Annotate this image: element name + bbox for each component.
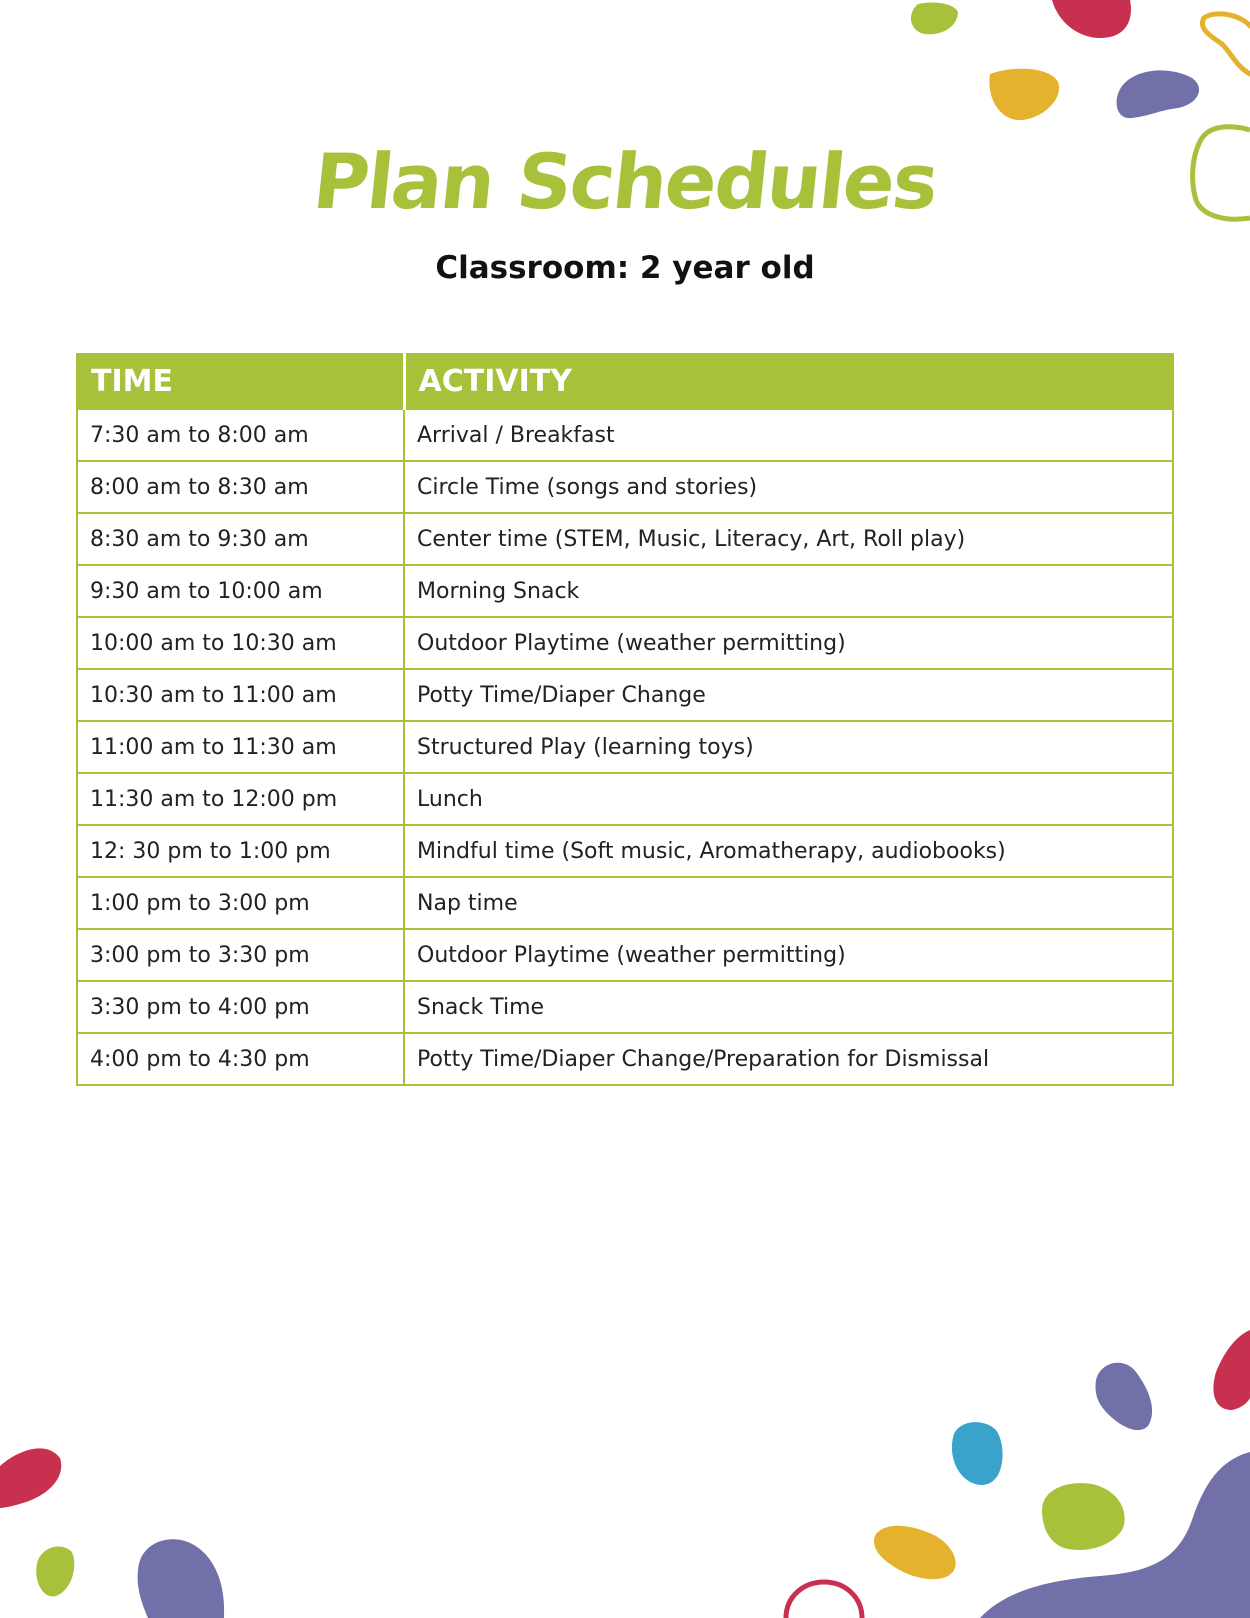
table-row [77, 773, 1173, 825]
mustard-blob [989, 69, 1059, 120]
time-cell: 8:00 am to 8:30 am [77, 461, 404, 513]
activity-cell: Morning Snack [404, 565, 1173, 617]
time-cell: 3:30 pm to 4:00 pm [77, 981, 404, 1033]
table-row [77, 825, 1173, 877]
table-header-row [77, 354, 1173, 409]
crimson-blob [0, 1448, 61, 1508]
mustard-outline-shape [1202, 14, 1250, 74]
activity-cell: Nap time [404, 877, 1173, 929]
purple-blob [138, 1539, 225, 1618]
mustard-blob [874, 1526, 956, 1579]
time-cell: 4:00 pm to 4:30 pm [77, 1033, 404, 1085]
time-cell: 10:30 am to 11:00 am [77, 669, 404, 721]
table-row [77, 877, 1173, 929]
column-header-time: TIME [77, 354, 404, 409]
table-row [77, 721, 1173, 773]
table-row [77, 409, 1173, 461]
table-row [77, 461, 1173, 513]
activity-cell: Outdoor Playtime (weather permitting) [404, 617, 1173, 669]
green-blob [36, 1546, 74, 1596]
time-cell: 11:00 am to 11:30 am [77, 721, 404, 773]
activity-cell: Snack Time [404, 981, 1173, 1033]
crimson-blob [1213, 1330, 1250, 1410]
sky-blue-blob [952, 1422, 1003, 1485]
crimson-blob [1052, 0, 1131, 38]
activity-cell: Outdoor Playtime (weather permitting) [404, 929, 1173, 981]
table-row [77, 669, 1173, 721]
activity-cell: Potty Time/Diaper Change [404, 669, 1173, 721]
purple-blob [1117, 70, 1199, 118]
time-cell: 8:30 am to 9:30 am [77, 513, 404, 565]
activity-cell: Structured Play (learning toys) [404, 721, 1173, 773]
time-cell: 7:30 am to 8:00 am [77, 409, 404, 461]
time-cell: 11:30 am to 12:00 pm [77, 773, 404, 825]
time-cell: 10:00 am to 10:30 am [77, 617, 404, 669]
time-cell: 9:30 am to 10:00 am [77, 565, 404, 617]
activity-cell: Potty Time/Diaper Change/Preparation for Dismissal [404, 1033, 1173, 1085]
column-header-activity: ACTIVITY [404, 354, 1173, 409]
green-blob [1042, 1483, 1125, 1550]
table-row [77, 929, 1173, 981]
activity-cell: Lunch [404, 773, 1173, 825]
page-subtitle: Classroom: 2 year old [435, 250, 815, 286]
table-row [77, 981, 1173, 1033]
schedule-table [76, 353, 1174, 1086]
time-cell: 12: 30 pm to 1:00 pm [77, 825, 404, 877]
time-cell: 3:00 pm to 3:30 pm [77, 929, 404, 981]
crimson-ring [786, 1582, 862, 1618]
table-row [77, 617, 1173, 669]
table-row [77, 513, 1173, 565]
purple-blob [1096, 1363, 1153, 1430]
time-cell: 1:00 pm to 3:00 pm [77, 877, 404, 929]
table-row [77, 1033, 1173, 1085]
green-blob [911, 2, 958, 34]
activity-cell: Arrival / Breakfast [404, 409, 1173, 461]
page-title: Plan Schedules [309, 137, 941, 226]
table-row [77, 565, 1173, 617]
activity-cell: Circle Time (songs and stories) [404, 461, 1173, 513]
activity-cell: Center time (STEM, Music, Literacy, Art, Roll play) [404, 513, 1173, 565]
activity-cell: Mindful time (Soft music, Aromatherapy, audiobooks) [404, 825, 1173, 877]
